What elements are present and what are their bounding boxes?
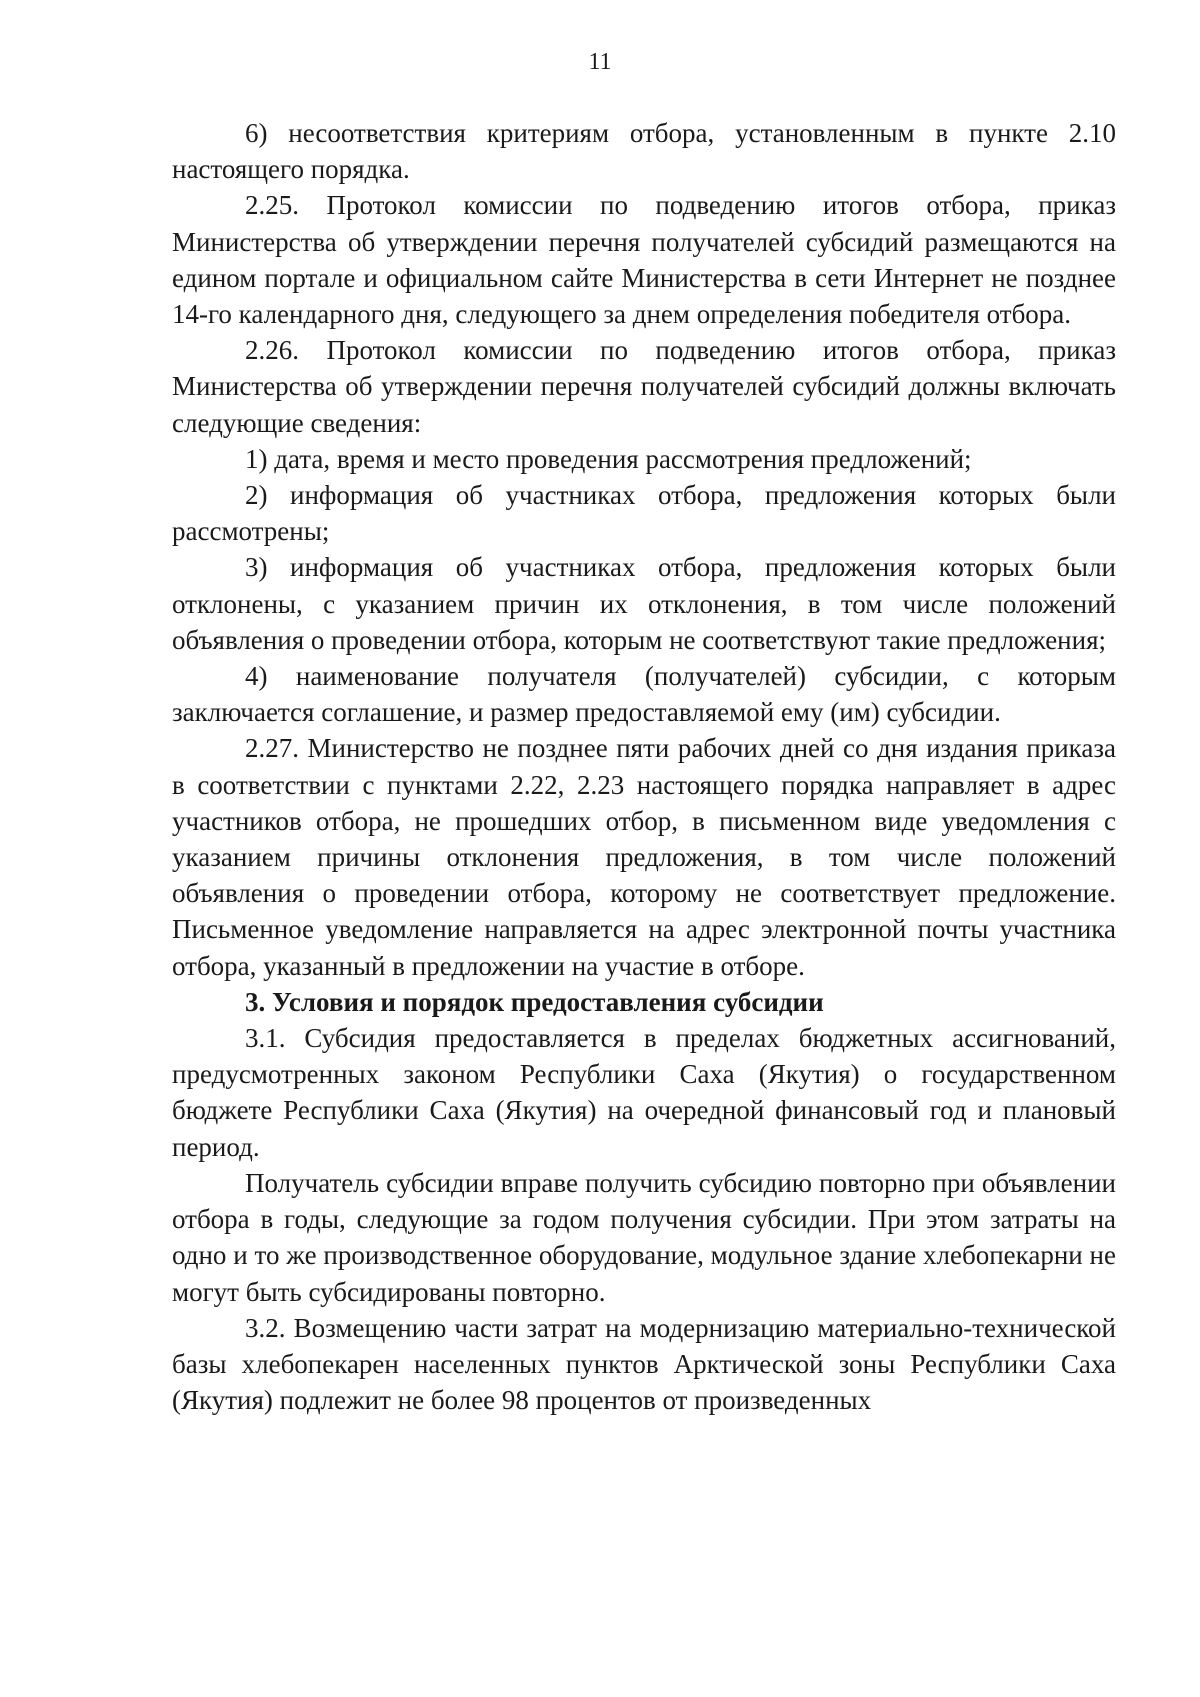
paragraph: 2.26. Протокол комиссии по подведению итогов отбора, приказ Министерства об утверждении перечня получателей субсидий должны включать следующие сведения:	[172, 335, 1116, 438]
paragraph: 6) несоответствия критериям отбора, установленным в пункте 2.10 настоящего порядка.	[172, 118, 1116, 185]
paragraph: 2.27. Министерство не позднее пяти рабочих дней со дня издания приказа в соответствии с пунктами 2.22, 2.23 настоящего порядка направляет в адрес участников отбора, не прошедших отбор, в письменном виде уведомления с указанием причины отклонения предложения, в том числе положений объявления о проведении отбора, которому не соответствует предложение. Письменное уведомление направляется на адрес электронной почты участника отбора, указанный в предложении на участие в отборе.	[172, 733, 1116, 981]
paragraph: 3.1. Субсидия предоставляется в пределах бюджетных ассигнований, предусмотренных законом Республики Саха (Якутия) о государственном бюджете Республики Саха (Якутия) на очередной финансовый год и плановый период.	[172, 1023, 1116, 1162]
paragraph: 4) наименование получателя (получателей) субсидии, с которым заключается соглашение, и размер предоставляемой ему (им) субсидии.	[172, 661, 1116, 728]
paragraph: 3) информация об участниках отбора, предложения которых были отклонены, с указанием причин их отклонения, в том числе положений объявления о проведении отбора, которым не соответствуют такие предложения;	[172, 552, 1116, 655]
paragraph: 2.25. Протокол комиссии по подведению итогов отбора, приказ Министерства об утверждении перечня получателей субсидий размещаются на едином портале и официальном сайте Министерства в сети Интернет не позднее 14-го календарного дня, следующего за днем определения победителя отбора.	[172, 190, 1116, 330]
paragraph: 1) дата, время и место проведения рассмотрения предложений;	[245, 443, 972, 474]
section-heading: 3. Условия и порядок предоставления субсидии	[245, 986, 824, 1017]
paragraph: Получатель субсидии вправе получить субсидию повторно при объявлении отбора в годы, следующие за годом получения субсидии. При этом затраты на одно и то же производственное оборудование, модульное здание хлебопекарни не могут быть субсидированы повторно.	[172, 1167, 1116, 1307]
paragraph: 3.2. Возмещению части затрат на модернизацию материально-технической базы хлебопекарен населенных пунктов Арктической зоны Республики Саха (Якутия) подлежит не более 98 процентов от произведенных	[172, 1312, 1116, 1416]
document-body	[172, 115, 1116, 1418]
page-number: 11	[588, 49, 612, 75]
paragraph: 2) информация об участниках отбора, предложения которых были рассмотрены;	[172, 480, 1116, 547]
